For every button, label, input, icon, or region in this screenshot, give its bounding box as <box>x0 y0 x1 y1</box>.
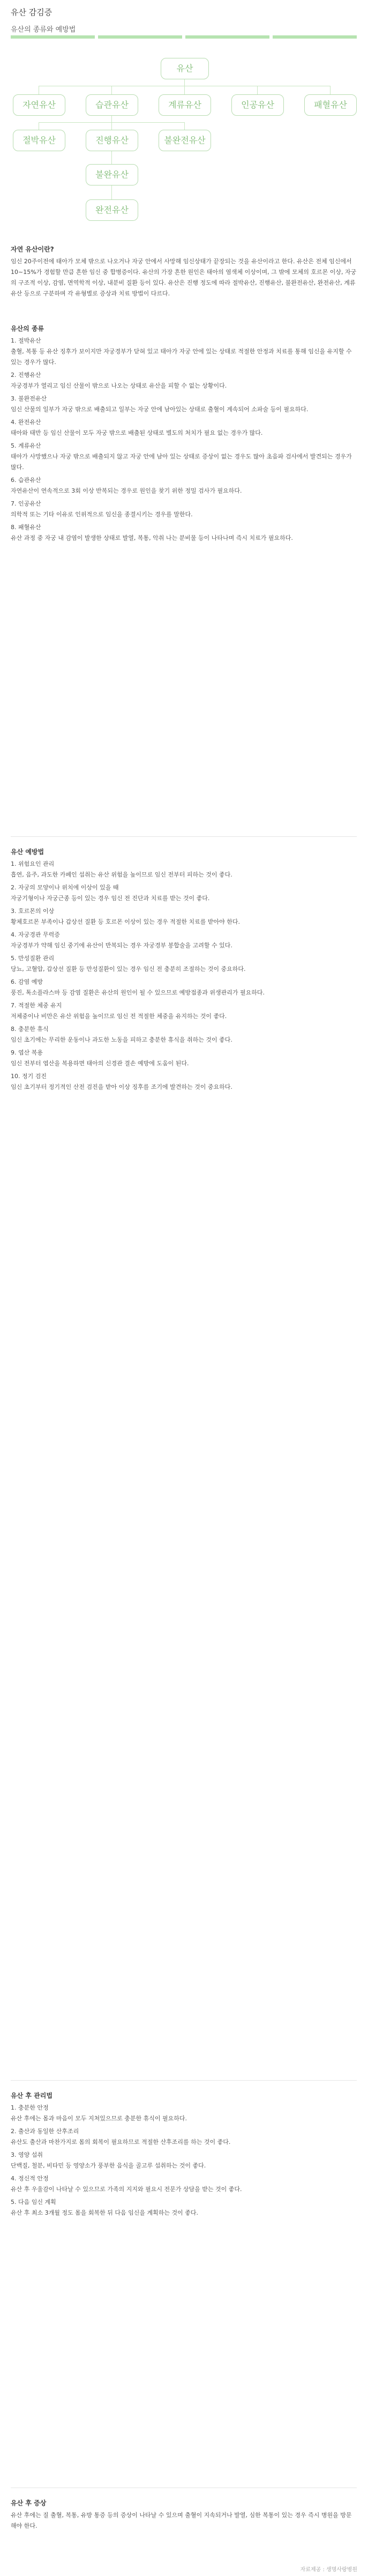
care-title: 4. 정신적 안정 <box>11 2175 49 2182</box>
divider <box>11 836 357 837</box>
prevention-title: 4. 자궁경관 무력증 <box>11 931 60 938</box>
page-title: 유산 감김증 <box>11 8 52 17</box>
prevention-text: 임신 초기부터 정기적인 산전 검진을 받아 이상 징후를 조기에 발견하는 것이 중요하다. <box>11 1083 232 1090</box>
type-text: 유산 과정 중 자궁 내 감염이 발생한 상태로 발열, 복통, 악취 나는 분비물 등이 나타나며 즉시 치료가 필요하다. <box>11 534 293 541</box>
section-subtitle: 유산의 종류와 예방법 <box>11 26 76 34</box>
prevention-title: 7. 적절한 체중 유지 <box>11 1002 62 1009</box>
prevention-title: 9. 엽산 복용 <box>11 1049 43 1056</box>
care-title: 3. 영양 섭취 <box>11 2151 43 2158</box>
type-text: 태아와 태반 등 임신 산물이 모두 자궁 밖으로 배출된 상태로 별도의 처치가 필요 없는 경우가 많다. <box>11 429 263 436</box>
prevention-text: 풍진, 톡소플라스마 등 감염 질환은 유산의 원인이 될 수 있으므로 예방접종과 위생관리가 필요하다. <box>11 989 265 996</box>
abortion-types-diagram <box>11 44 357 237</box>
type-title: 8. 패혈유산 <box>11 524 41 531</box>
prevention-text: 자궁기형이나 자궁근종 등이 있는 경우 임신 전 진단과 치료를 받는 것이 좋다. <box>11 895 210 902</box>
prevention-text: 황체호르몬 부족이나 갑상선 질환 등 호르몬 이상이 있는 경우 적절한 치료를 받아야 한다. <box>11 918 240 925</box>
type-text: 의학적 또는 기타 이유로 인위적으로 임신을 종결시키는 경우를 말한다. <box>11 511 193 518</box>
diagram-node: 계류유산 <box>159 94 211 116</box>
care-title: 2. 출산과 동일한 산후조리 <box>11 2128 79 2135</box>
diagram-node: 완전유산 <box>86 199 138 221</box>
intro-text: 임신 20주이전에 태아가 모체 밖으로 나오거나 자궁 안에서 사망해 임신상태가 끝장되는 것을 유산이라고 한다. 유산은 전체 임신에서 10~15%가 경험할 만큼 흔한 임신 중 합병증이다. 유산의 가장 흔한 원인은 태아의 염색체 이상이며, 그 밖에 모체의 호르몬 이상, 자궁의 구조적 이상, 감염, 면역학적 이상, 내분비 질환 등이 있다. 유산은 진행 정도에 따라 절박유산, 진행유산, 불완전유산, 완전유산, 계류유산 등으로 구분하며 각 유형별로 증상과 치료 방법이 다르다. <box>11 258 357 297</box>
care-text: 유산 후 최소 3개월 정도 몸을 회복한 뒤 다음 임신을 계획하는 것이 좋다. <box>11 2209 198 2216</box>
care-text: 유산 후 우울감이 나타날 수 있으므로 가족의 지지와 필요시 전문가 상담을 받는 것이 좋다. <box>11 2186 242 2193</box>
symptoms-heading: 유산 후 증상 <box>11 2499 47 2507</box>
diagram-node: 진행유산 <box>86 130 138 151</box>
prevention-title: 6. 감염 예방 <box>11 978 43 985</box>
care-text: 유산도 출산과 마찬가지로 몸의 회복이 필요하므로 적절한 산후조리를 하는 것이 좋다. <box>11 2139 231 2146</box>
type-text: 태아가 사망했으나 자궁 밖으로 배출되지 않고 자궁 안에 남아 있는 상태로 증상이 없는 경우도 많아 초음파 검사에서 발견되는 경우가 많다. <box>11 453 352 471</box>
prevention-text: 임신 전부터 엽산을 복용하면 태아의 신경관 결손 예방에 도움이 된다. <box>11 1060 189 1067</box>
prevention-text: 저체중이나 비만은 유산 위험을 높이므로 임신 전 적절한 체중을 유지하는 것이 좋다. <box>11 1013 227 1020</box>
divider <box>11 2080 357 2081</box>
diagram-node: 자연유산 <box>13 94 65 116</box>
care-title: 5. 다음 임신 계획 <box>11 2199 56 2206</box>
diagram-node: 인공유산 <box>231 94 284 116</box>
prevention-list <box>11 859 357 1095</box>
diagram-node: 패혈유산 <box>304 94 357 116</box>
types-heading: 유산의 종류 <box>11 325 44 332</box>
care-list <box>11 2103 357 2221</box>
prevention-heading: 유산 예방법 <box>11 848 44 856</box>
type-text: 자궁경부가 열리고 임신 산물이 밖으로 나오는 상태로 유산을 피할 수 없는 상황이다. <box>11 382 227 389</box>
type-title: 7. 인공유산 <box>11 500 41 507</box>
care-text: 유산 후에는 몸과 마음이 모두 지쳐있으므로 충분한 휴식이 필요하다. <box>11 2115 187 2122</box>
diagram-node: 습관유산 <box>86 94 138 116</box>
care-title: 1. 충분한 안정 <box>11 2104 49 2111</box>
diagram-node: 절박유산 <box>13 130 65 151</box>
type-title: 3. 불완전유산 <box>11 395 47 402</box>
type-text: 출혈, 복통 등 유산 징후가 보이지만 자궁경부가 닫혀 있고 태아가 자궁 안에 있는 상태로 적절한 안정과 치료를 통해 임신을 유지할 수 있는 경우가 많다. <box>11 348 352 366</box>
prevention-title: 8. 충분한 휴식 <box>11 1026 49 1033</box>
type-title: 1. 절박유산 <box>11 337 41 344</box>
diagram-node: 불완전유산 <box>159 130 211 151</box>
prevention-text: 임신 초기에는 무리한 운동이나 과도한 노동을 피하고 충분한 휴식을 취하는 것이 좋다. <box>11 1036 232 1043</box>
color-bar <box>11 35 357 39</box>
prevention-title: 2. 자궁의 모양이나 위치에 이상이 있을 때 <box>11 884 119 891</box>
type-title: 5. 계류유산 <box>11 442 41 449</box>
type-text: 임신 산물의 일부가 자궁 밖으로 배출되고 일부는 자궁 안에 남아있는 상태로 출혈이 계속되어 소파술 등이 필요하다. <box>11 406 309 413</box>
prevention-title: 3. 호르몬의 이상 <box>11 908 55 915</box>
prevention-title: 1. 위험요인 관리 <box>11 860 55 867</box>
type-title: 6. 습관유산 <box>11 477 41 484</box>
prevention-title: 5. 만성질환 관리 <box>11 955 55 962</box>
types-list <box>11 336 357 546</box>
prevention-text: 당뇨, 고혈압, 갑상선 질환 등 만성질환이 있는 경우 임신 전 충분히 조절하는 것이 중요하다. <box>11 966 246 973</box>
type-title: 4. 완전유산 <box>11 419 41 426</box>
footer-credit: 자료제공 : 생명사랑병원 <box>300 2567 357 2573</box>
diagram-node-root: 유산 <box>161 58 209 79</box>
care-heading: 유산 후 관리법 <box>11 2092 52 2099</box>
prevention-text: 흡연, 음주, 과도한 카페인 섭취는 유산 위험을 높이므로 임신 전부터 피하는 것이 좋다. <box>11 871 232 878</box>
care-text: 단백질, 철분, 비타민 등 영양소가 풍부한 음식을 골고루 섭취하는 것이 좋다. <box>11 2162 206 2169</box>
type-text: 자연유산이 연속적으로 3회 이상 반복되는 경우로 원인을 찾기 위한 정밀 검사가 필요하다. <box>11 487 242 494</box>
type-title: 2. 진행유산 <box>11 372 41 378</box>
intro-heading: 자연 유산이란? <box>11 246 54 253</box>
diagram-node: 불완유산 <box>86 164 138 185</box>
prevention-text: 자궁경부가 약해 임신 중기에 유산이 반복되는 경우 자궁경부 봉합술을 고려할 수 있다. <box>11 942 232 949</box>
symptoms-text: 유산 후에는 질 출혈, 복통, 유방 통증 등의 증상이 나타날 수 있으며 출혈이 지속되거나 발열, 심한 복통이 있는 경우 즉시 병원을 방문해야 한다. <box>11 2512 352 2529</box>
prevention-title: 10. 정기 검진 <box>11 1073 47 1080</box>
